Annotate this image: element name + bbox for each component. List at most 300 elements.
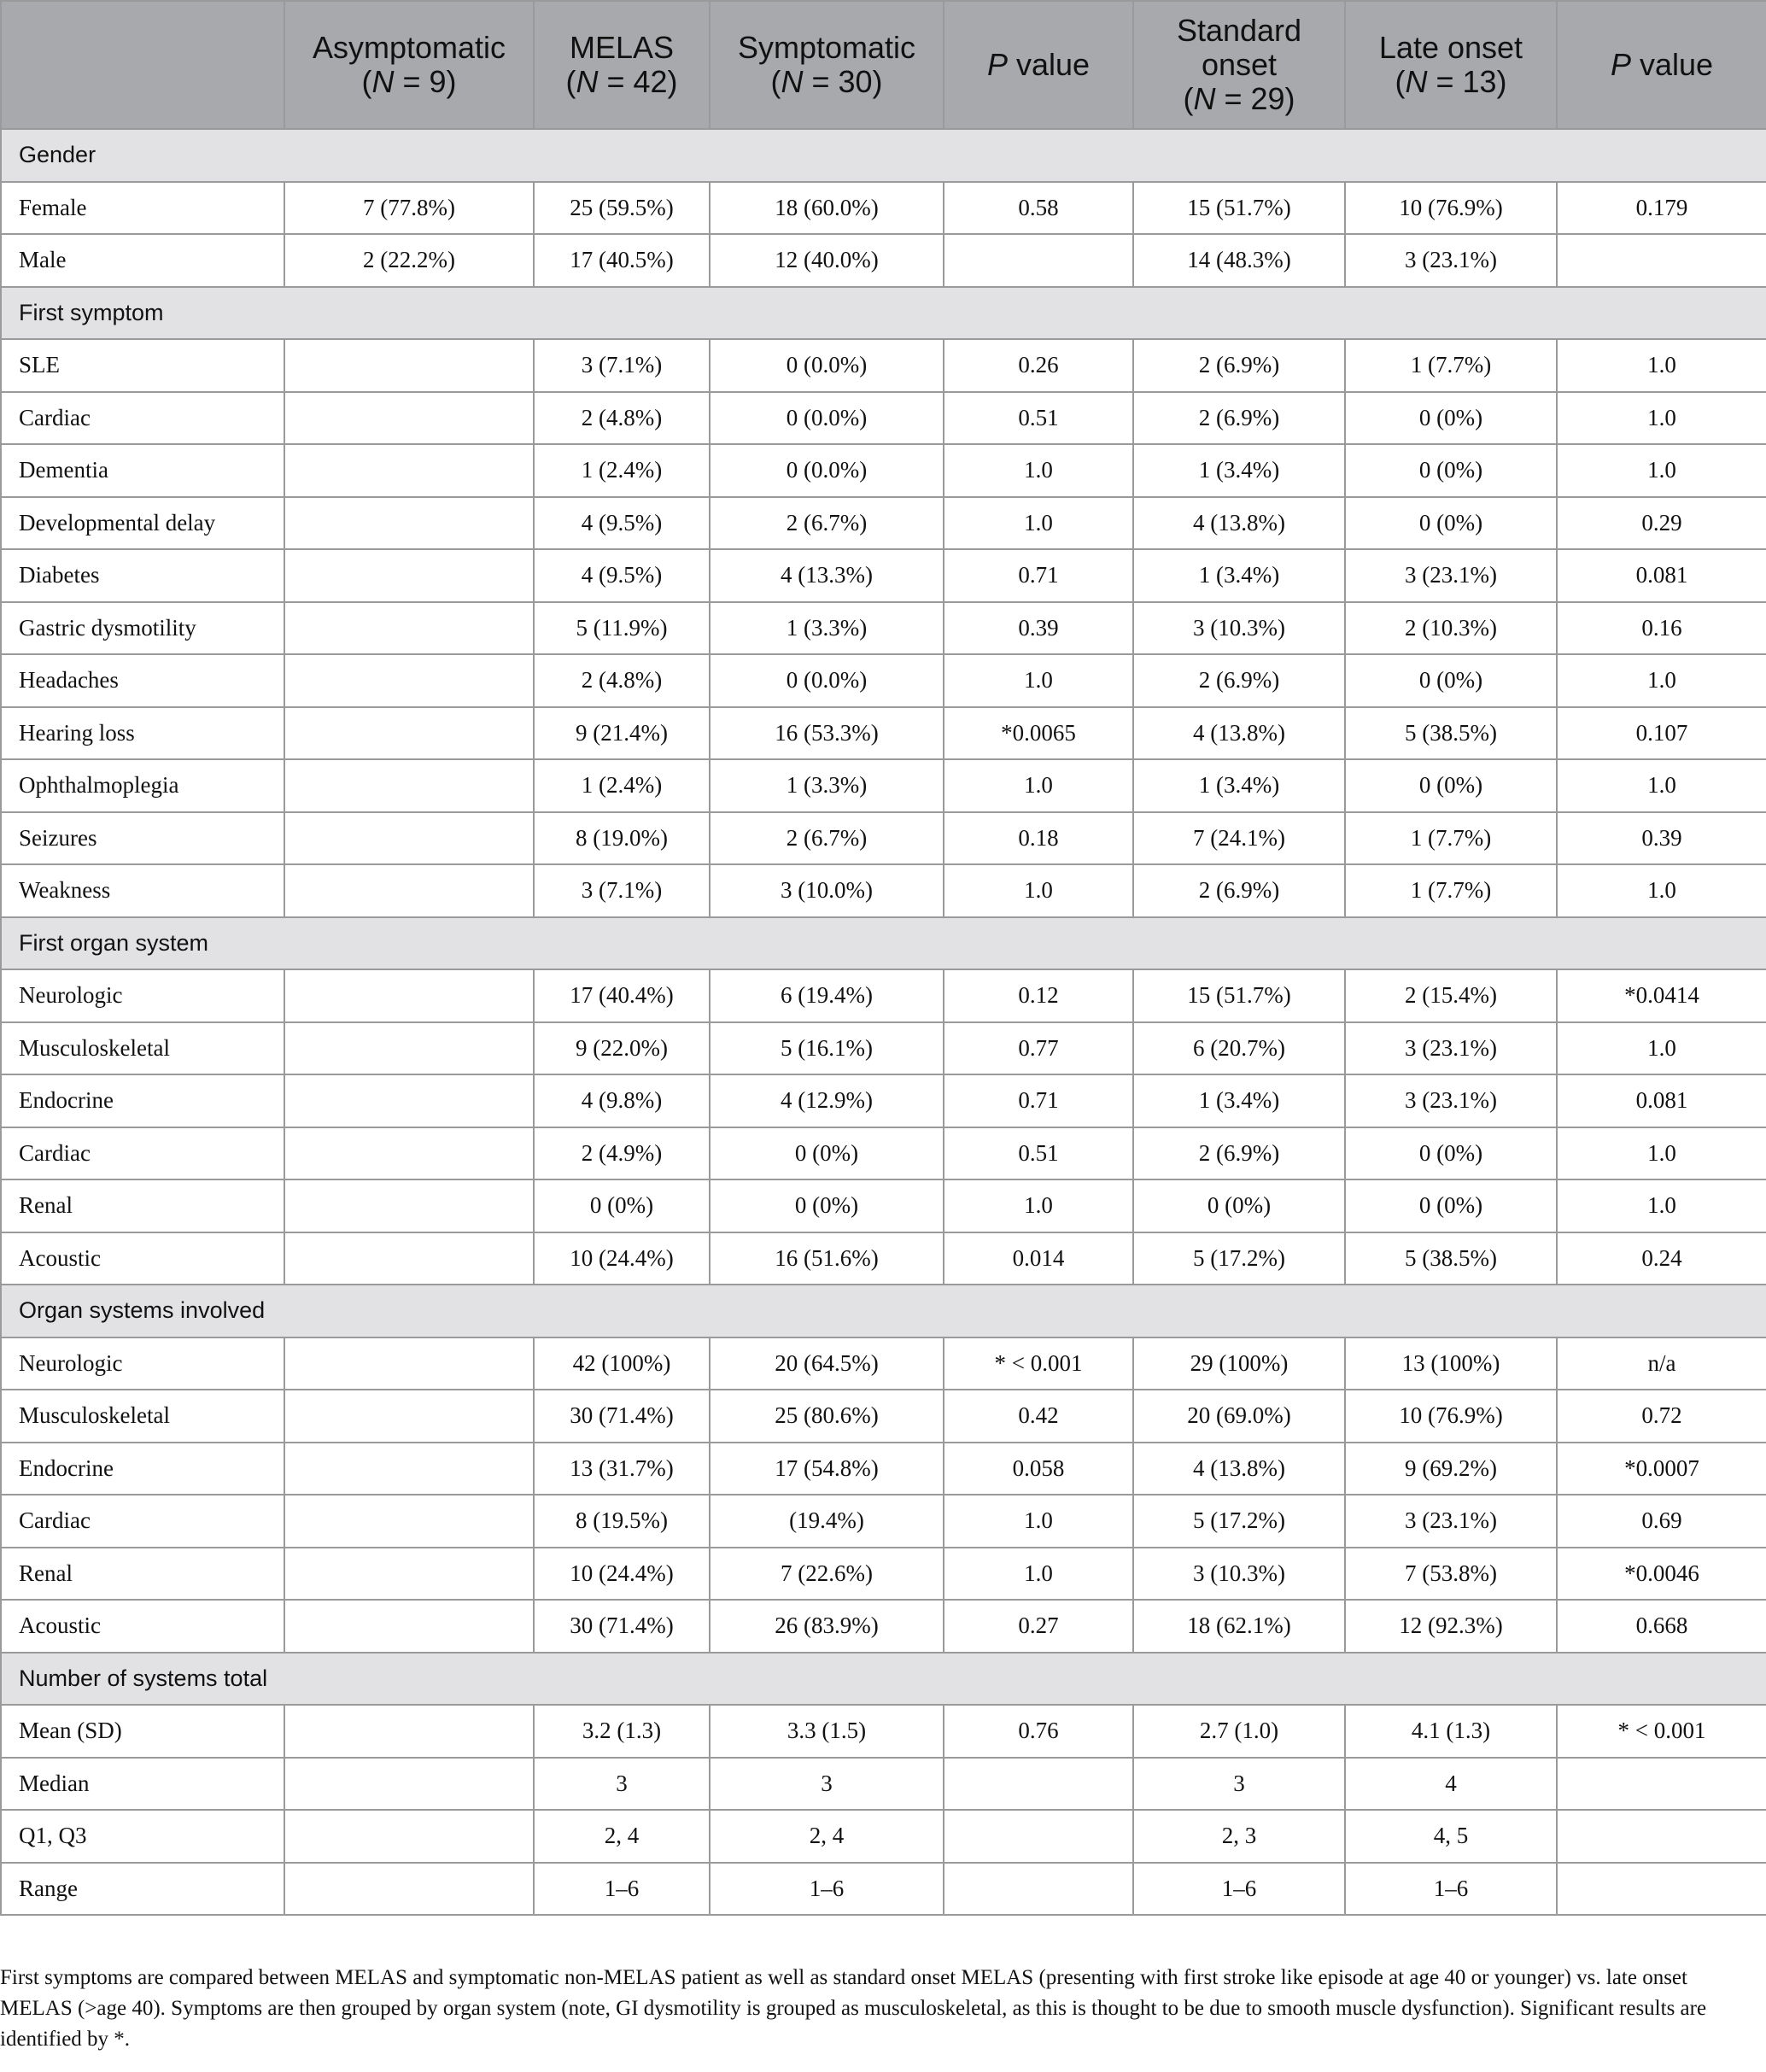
table-cell: 0 (0%) <box>1345 1127 1557 1180</box>
table-cell: 0.39 <box>1557 812 1766 865</box>
table-cell: 2 (22.2%) <box>284 234 534 287</box>
row-label: Female <box>1 182 284 235</box>
table-cell: 8 (19.0%) <box>534 812 710 865</box>
table-cell: 1 (7.7%) <box>1345 864 1557 917</box>
table-cell: 18 (62.1%) <box>1133 1600 1345 1653</box>
table-row <box>1 1390 1766 1443</box>
table-cell: 30 (71.4%) <box>534 1390 710 1443</box>
row-label: Hearing loss <box>1 707 284 760</box>
row-label: Range <box>1 1863 284 1916</box>
table-cell: 1–6 <box>1133 1863 1345 1916</box>
section-header-row <box>1 1653 1766 1706</box>
table-cell: 17 (40.4%) <box>534 969 710 1022</box>
header-row <box>1 1 1766 129</box>
table-cell: 1.0 <box>944 1179 1133 1232</box>
table-cell: 1.0 <box>1557 1022 1766 1075</box>
table-cell: 3 (10.0%) <box>710 864 944 917</box>
table-cell <box>284 1810 534 1863</box>
header-asymptomatic <box>284 1 534 129</box>
table-cell: 0.107 <box>1557 707 1766 760</box>
table-row <box>1 1337 1766 1390</box>
table-cell: 3 (23.1%) <box>1345 1074 1557 1127</box>
table-cell: 20 (69.0%) <box>1133 1390 1345 1443</box>
row-label: Renal <box>1 1179 284 1232</box>
table-row <box>1 1548 1766 1601</box>
table-cell: 2 (6.9%) <box>1133 339 1345 392</box>
table-row <box>1 497 1766 550</box>
table-cell: 0.42 <box>944 1390 1133 1443</box>
section-header-row <box>1 917 1766 970</box>
row-label: Ophthalmoplegia <box>1 759 284 812</box>
table-row <box>1 969 1766 1022</box>
row-label: Dementia <box>1 444 284 497</box>
header-late-onset-label: Late onset <box>1378 30 1523 65</box>
table-cell: 1–6 <box>534 1863 710 1916</box>
table-cell: *0.0414 <box>1557 969 1766 1022</box>
row-label: Weakness <box>1 864 284 917</box>
table-cell: 1.0 <box>944 1495 1133 1548</box>
table-row <box>1 1758 1766 1811</box>
table-cell: 16 (51.6%) <box>710 1232 944 1285</box>
n-symbol: N <box>781 64 804 99</box>
section-title: First organ system <box>1 917 1766 970</box>
table-cell: 1.0 <box>944 444 1133 497</box>
table-cell: 10 (24.4%) <box>534 1232 710 1285</box>
table-cell: 2 (6.9%) <box>1133 654 1345 707</box>
table-cell <box>284 1179 534 1232</box>
header-standard-onset-label: Standard onset <box>1176 13 1302 82</box>
header-late-onset-n: (N = 13) <box>1395 64 1507 99</box>
table-row <box>1 392 1766 445</box>
table-cell: 1.0 <box>944 864 1133 917</box>
table-cell: 2 (6.7%) <box>710 497 944 550</box>
table-cell: 3 (10.3%) <box>1133 1548 1345 1601</box>
table-cell <box>944 1758 1133 1811</box>
table-cell <box>284 654 534 707</box>
row-label: Headaches <box>1 654 284 707</box>
row-label: Acoustic <box>1 1232 284 1285</box>
table-cell: 6 (20.7%) <box>1133 1022 1345 1075</box>
table-cell: 0 (0.0%) <box>710 392 944 445</box>
table-cell <box>284 1443 534 1495</box>
p-symbol: P <box>986 47 1008 82</box>
table-cell: 0 (0.0%) <box>710 654 944 707</box>
header-melas <box>534 1 710 129</box>
header-standard-onset <box>1133 1 1345 129</box>
n-symbol: N <box>576 64 599 99</box>
table-cell: 3.2 (1.3) <box>534 1705 710 1758</box>
row-label: Q1, Q3 <box>1 1810 284 1863</box>
table-cell: 1.0 <box>1557 654 1766 707</box>
table-cell: 8 (19.5%) <box>534 1495 710 1548</box>
table-cell: 3.3 (1.5) <box>710 1705 944 1758</box>
table-cell: 10 (76.9%) <box>1345 182 1557 235</box>
table-cell <box>284 1337 534 1390</box>
n-symbol: N <box>371 64 395 99</box>
header-melas-label: MELAS <box>569 30 675 65</box>
table-body <box>1 129 1766 1915</box>
table-cell: 5 (38.5%) <box>1345 1232 1557 1285</box>
header-standard-onset-n: (N = 29) <box>1183 81 1295 116</box>
table-cell <box>284 1705 534 1758</box>
table-cell: 15 (51.7%) <box>1133 969 1345 1022</box>
table-cell: 3 (23.1%) <box>1345 549 1557 602</box>
table-cell: 3 (10.3%) <box>1133 602 1345 655</box>
row-label: Cardiac <box>1 392 284 445</box>
table-cell: 4 (13.8%) <box>1133 497 1345 550</box>
table-cell: 1 (3.4%) <box>1133 1074 1345 1127</box>
table-cell: 0 (0%) <box>1345 444 1557 497</box>
table-cell: 10 (76.9%) <box>1345 1390 1557 1443</box>
table-cell: 0.16 <box>1557 602 1766 655</box>
table-cell: 3 (7.1%) <box>534 339 710 392</box>
table-cell: 3 (23.1%) <box>1345 1495 1557 1548</box>
table-cell: 4 <box>1345 1758 1557 1811</box>
row-label: Endocrine <box>1 1074 284 1127</box>
table-cell: 25 (59.5%) <box>534 182 710 235</box>
table-cell: 1 (7.7%) <box>1345 812 1557 865</box>
row-label: Cardiac <box>1 1495 284 1548</box>
row-label: Male <box>1 234 284 287</box>
table-row <box>1 1863 1766 1916</box>
table-row <box>1 602 1766 655</box>
table-cell <box>1557 1810 1766 1863</box>
header-p-value-1-label: P value <box>986 47 1091 82</box>
table-cell: 0.26 <box>944 339 1133 392</box>
table-cell <box>284 759 534 812</box>
row-label: Mean (SD) <box>1 1705 284 1758</box>
table-cell: 0.76 <box>944 1705 1133 1758</box>
table-cell: 0.12 <box>944 969 1133 1022</box>
table-cell: 0 (0%) <box>534 1179 710 1232</box>
table-row <box>1 1074 1766 1127</box>
table-cell: 17 (54.8%) <box>710 1443 944 1495</box>
table-cell <box>284 497 534 550</box>
table-cell: 4.1 (1.3) <box>1345 1705 1557 1758</box>
table-cell: 5 (17.2%) <box>1133 1495 1345 1548</box>
table-row <box>1 1495 1766 1548</box>
row-label: SLE <box>1 339 284 392</box>
table-cell: 0.58 <box>944 182 1133 235</box>
table-row <box>1 864 1766 917</box>
table-cell: 4, 5 <box>1345 1810 1557 1863</box>
table-cell <box>284 602 534 655</box>
table-cell <box>284 1127 534 1180</box>
table-cell <box>944 234 1133 287</box>
table-cell: 0 (0%) <box>1345 1179 1557 1232</box>
table-cell: 0.51 <box>944 1127 1133 1180</box>
table-cell: 3 (23.1%) <box>1345 234 1557 287</box>
table-row <box>1 549 1766 602</box>
table-cell: 3 <box>710 1758 944 1811</box>
table-cell <box>284 1548 534 1601</box>
table-cell <box>284 1600 534 1653</box>
table-cell: * < 0.001 <box>1557 1705 1766 1758</box>
table-cell: 1 (3.4%) <box>1133 549 1345 602</box>
row-label: Gastric dysmotility <box>1 602 284 655</box>
table-cell: 0 (0%) <box>1345 654 1557 707</box>
table-row <box>1 1705 1766 1758</box>
table-cell: 2 (15.4%) <box>1345 969 1557 1022</box>
table-cell: 2 (4.8%) <box>534 392 710 445</box>
table-row <box>1 339 1766 392</box>
table-cell: 0 (0%) <box>1345 497 1557 550</box>
table-cell: 0.081 <box>1557 549 1766 602</box>
row-label: Acoustic <box>1 1600 284 1653</box>
table-cell: 4 (9.5%) <box>534 549 710 602</box>
table-cell: 4 (13.3%) <box>710 549 944 602</box>
table-cell <box>284 707 534 760</box>
table-cell <box>284 969 534 1022</box>
table-cell: 2 (6.9%) <box>1133 864 1345 917</box>
table-row <box>1 1600 1766 1653</box>
table-cell: 0 (0.0%) <box>710 339 944 392</box>
table-cell: 2 (4.8%) <box>534 654 710 707</box>
row-label: Neurologic <box>1 969 284 1022</box>
section-header-row <box>1 1285 1766 1337</box>
table-row <box>1 707 1766 760</box>
table-cell: 1 (2.4%) <box>534 759 710 812</box>
table-cell: n/a <box>1557 1337 1766 1390</box>
table-cell: 16 (53.3%) <box>710 707 944 760</box>
table-cell: 1.0 <box>1557 759 1766 812</box>
table-cell: 1.0 <box>1557 339 1766 392</box>
table-cell: 0.51 <box>944 392 1133 445</box>
table-footnote: First symptoms are compared between MELAS and symptomatic non-MELAS patient as well as standard onset MELAS (presenting with first stroke like episode at age 40 or younger) vs. late onset MELAS (>age 40). Symptoms are then grouped by organ system (note, GI dysmotility is grouped as musculoskeletal, as this is thought to be due to smooth muscle dysfunction). Significant results are identified by *. <box>0 1966 1707 2051</box>
table-cell <box>284 1390 534 1443</box>
table-cell: 1.0 <box>944 497 1133 550</box>
table-cell: 1.0 <box>1557 864 1766 917</box>
table-cell: 1.0 <box>1557 444 1766 497</box>
table-cell: 4 (9.5%) <box>534 497 710 550</box>
table-cell: 2, 3 <box>1133 1810 1345 1863</box>
table-row <box>1 182 1766 235</box>
table-cell: 4 (13.8%) <box>1133 707 1345 760</box>
table-cell: 0.69 <box>1557 1495 1766 1548</box>
header-asymptomatic-label: Asymptomatic <box>312 30 506 65</box>
table-cell <box>284 1758 534 1811</box>
table-cell: 13 (31.7%) <box>534 1443 710 1495</box>
table-cell: 0.18 <box>944 812 1133 865</box>
table-cell <box>944 1810 1133 1863</box>
section-title: Organ systems involved <box>1 1285 1766 1337</box>
table-cell: 12 (92.3%) <box>1345 1600 1557 1653</box>
table-row <box>1 759 1766 812</box>
header-symptomatic-label: Symptomatic <box>737 30 916 65</box>
table-cell: 0 (0%) <box>710 1127 944 1180</box>
table-cell <box>284 1074 534 1127</box>
header-p-value-2-label: P value <box>1610 47 1714 82</box>
table-cell: 12 (40.0%) <box>710 234 944 287</box>
table-cell: *0.0046 <box>1557 1548 1766 1601</box>
table-cell: 7 (77.8%) <box>284 182 534 235</box>
table-cell: 2 (6.9%) <box>1133 1127 1345 1180</box>
row-label: Diabetes <box>1 549 284 602</box>
table-cell: 0 (0%) <box>1133 1179 1345 1232</box>
table-cell <box>284 392 534 445</box>
table-cell: 0.058 <box>944 1443 1133 1495</box>
table-cell <box>944 1863 1133 1916</box>
table-cell: 3 (23.1%) <box>1345 1022 1557 1075</box>
table-cell: 0 (0%) <box>1345 759 1557 812</box>
table-cell: 5 (16.1%) <box>710 1022 944 1075</box>
table-cell <box>284 1863 534 1916</box>
table-cell: 0 (0%) <box>710 1179 944 1232</box>
table-row <box>1 1127 1766 1180</box>
table-cell: 9 (69.2%) <box>1345 1443 1557 1495</box>
table-cell: 2 (6.7%) <box>710 812 944 865</box>
header-melas-n: (N = 42) <box>565 64 678 99</box>
table-row <box>1 1022 1766 1075</box>
table-cell: 1 (3.3%) <box>710 759 944 812</box>
n-symbol: N <box>1193 81 1216 116</box>
table-cell: 42 (100%) <box>534 1337 710 1390</box>
table-cell: 10 (24.4%) <box>534 1548 710 1601</box>
table-cell: 14 (48.3%) <box>1133 234 1345 287</box>
table-cell: 1 (3.4%) <box>1133 444 1345 497</box>
section-header-row <box>1 129 1766 182</box>
table-cell <box>1557 234 1766 287</box>
table-row <box>1 444 1766 497</box>
table-cell: 1–6 <box>710 1863 944 1916</box>
table-cell: 2 (6.9%) <box>1133 392 1345 445</box>
table-cell: 0.668 <box>1557 1600 1766 1653</box>
table-cell: 1.0 <box>944 1548 1133 1601</box>
table-cell: 0 (0.0%) <box>710 444 944 497</box>
table-cell: 2, 4 <box>710 1810 944 1863</box>
table-cell <box>284 1232 534 1285</box>
table-cell: 0.24 <box>1557 1232 1766 1285</box>
table-cell: 9 (22.0%) <box>534 1022 710 1075</box>
header-corner <box>1 1 284 129</box>
table-cell: 0 (0%) <box>1345 392 1557 445</box>
row-label: Seizures <box>1 812 284 865</box>
table-row <box>1 1232 1766 1285</box>
table-cell: 15 (51.7%) <box>1133 182 1345 235</box>
table-cell: 4 (12.9%) <box>710 1074 944 1127</box>
table-cell: 25 (80.6%) <box>710 1390 944 1443</box>
table-cell: 1.0 <box>944 654 1133 707</box>
table-row <box>1 1810 1766 1863</box>
table-cell: 1 (3.3%) <box>710 602 944 655</box>
table-row <box>1 654 1766 707</box>
table-cell: 2 (4.9%) <box>534 1127 710 1180</box>
p-symbol: P <box>1610 47 1631 82</box>
table-cell: 17 (40.5%) <box>534 234 710 287</box>
table-cell: 0.081 <box>1557 1074 1766 1127</box>
table-cell: 2.7 (1.0) <box>1133 1705 1345 1758</box>
table-cell: 4 (13.8%) <box>1133 1443 1345 1495</box>
row-label: Musculoskeletal <box>1 1390 284 1443</box>
header-p-value-2 <box>1557 1 1766 129</box>
table-cell: * < 0.001 <box>944 1337 1133 1390</box>
table-cell: 1 (3.4%) <box>1133 759 1345 812</box>
table-row <box>1 812 1766 865</box>
table-cell: 1 (2.4%) <box>534 444 710 497</box>
table-cell: 5 (17.2%) <box>1133 1232 1345 1285</box>
row-label: Cardiac <box>1 1127 284 1180</box>
table-cell: 1 (7.7%) <box>1345 339 1557 392</box>
table-cell: 0.29 <box>1557 497 1766 550</box>
table-cell: *0.0007 <box>1557 1443 1766 1495</box>
table-cell: 3 <box>534 1758 710 1811</box>
header-p-value-1 <box>944 1 1133 129</box>
header-asymptomatic-n: (N = 9) <box>361 64 457 99</box>
table-cell: 20 (64.5%) <box>710 1337 944 1390</box>
header-symptomatic-n: (N = 30) <box>770 64 883 99</box>
table-cell: 1–6 <box>1345 1863 1557 1916</box>
table-cell: 5 (38.5%) <box>1345 707 1557 760</box>
table-cell: 1.0 <box>1557 1179 1766 1232</box>
table-cell: 13 (100%) <box>1345 1337 1557 1390</box>
section-title: First symptom <box>1 287 1766 340</box>
table-cell: 0.179 <box>1557 182 1766 235</box>
table-cell: 5 (11.9%) <box>534 602 710 655</box>
table-cell: (19.4%) <box>710 1495 944 1548</box>
row-label: Renal <box>1 1548 284 1601</box>
table-cell: 0.77 <box>944 1022 1133 1075</box>
row-label: Developmental delay <box>1 497 284 550</box>
header-late-onset <box>1345 1 1557 129</box>
table-cell: 1.0 <box>1557 392 1766 445</box>
section-title: Gender <box>1 129 1766 182</box>
table-cell <box>284 339 534 392</box>
table-cell <box>284 1022 534 1075</box>
table-cell: 7 (22.6%) <box>710 1548 944 1601</box>
table-cell: 0.71 <box>944 1074 1133 1127</box>
table-cell: 30 (71.4%) <box>534 1600 710 1653</box>
table-cell: 2, 4 <box>534 1810 710 1863</box>
table-cell <box>284 864 534 917</box>
table-row <box>1 234 1766 287</box>
table-cell: 7 (53.8%) <box>1345 1548 1557 1601</box>
table-row <box>1 1443 1766 1495</box>
table-cell <box>284 444 534 497</box>
row-label: Endocrine <box>1 1443 284 1495</box>
table-cell: 1.0 <box>1557 1127 1766 1180</box>
table-cell: 6 (19.4%) <box>710 969 944 1022</box>
row-label: Musculoskeletal <box>1 1022 284 1075</box>
table-cell: 4 (9.8%) <box>534 1074 710 1127</box>
table-cell: 3 (7.1%) <box>534 864 710 917</box>
table-row <box>1 1179 1766 1232</box>
table-cell <box>284 549 534 602</box>
section-header-row <box>1 287 1766 340</box>
row-label: Neurologic <box>1 1337 284 1390</box>
table-cell: *0.0065 <box>944 707 1133 760</box>
table-cell: 1.0 <box>944 759 1133 812</box>
table-cell: 0.72 <box>1557 1390 1766 1443</box>
table-cell: 9 (21.4%) <box>534 707 710 760</box>
section-title: Number of systems total <box>1 1653 1766 1706</box>
table-cell: 0.39 <box>944 602 1133 655</box>
table-cell: 29 (100%) <box>1133 1337 1345 1390</box>
table-cell: 18 (60.0%) <box>710 182 944 235</box>
n-symbol: N <box>1405 64 1428 99</box>
table-cell: 7 (24.1%) <box>1133 812 1345 865</box>
table-cell: 26 (83.9%) <box>710 1600 944 1653</box>
table-cell <box>284 1495 534 1548</box>
table-cell: 2 (10.3%) <box>1345 602 1557 655</box>
table-cell: 0.27 <box>944 1600 1133 1653</box>
table-cell: 3 <box>1133 1758 1345 1811</box>
table-cell <box>284 812 534 865</box>
table-cell: 0.71 <box>944 549 1133 602</box>
table-cell: 0.014 <box>944 1232 1133 1285</box>
table-cell <box>1557 1863 1766 1916</box>
header-symptomatic <box>710 1 944 129</box>
table-cell <box>1557 1758 1766 1811</box>
